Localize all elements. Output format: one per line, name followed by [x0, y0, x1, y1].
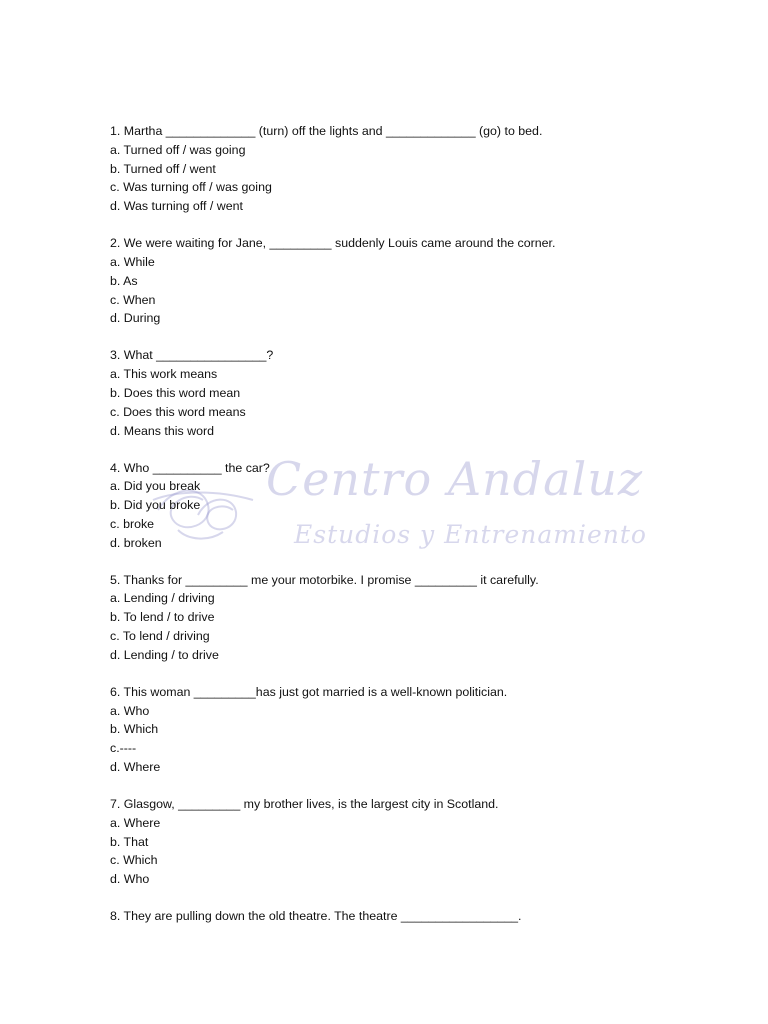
answer-option: b. That — [110, 834, 149, 849]
question-2 — [110, 234, 710, 328]
question-prompt: 6. This woman _________has just got married is a well-known politician. — [110, 684, 508, 699]
question-prompt: 8. They are pulling down the old theatre. The theatre _________________. — [110, 909, 522, 924]
answer-option: d. Means this word — [110, 423, 214, 438]
answer-option: d. During — [110, 311, 161, 326]
answer-option: b. As — [110, 273, 138, 288]
answer-option: a. Who — [110, 703, 150, 718]
answer-option: c. To lend / driving — [110, 629, 210, 644]
question-prompt: 7. Glasgow, _________ my brother lives, is the largest city in Scotland. — [110, 797, 499, 812]
answer-option: b. Does this word mean — [110, 385, 241, 400]
answer-option: b. Turned off / went — [110, 161, 216, 176]
question-4 — [110, 459, 710, 553]
question-3 — [110, 346, 710, 440]
answer-option: d. Where — [110, 760, 161, 775]
answer-option: c. When — [110, 292, 156, 307]
answer-option: a. While — [110, 254, 155, 269]
answer-option: b. Which — [110, 722, 159, 737]
answer-option: d. Lending / to drive — [110, 647, 219, 662]
question-6 — [110, 683, 710, 777]
answer-option: a. Lending / driving — [110, 591, 215, 606]
answer-option: d. broken — [110, 535, 162, 550]
answer-option: b. Did you broke — [110, 498, 201, 513]
answer-option: a. Did you break — [110, 479, 201, 494]
answer-option: a. This work means — [110, 367, 218, 382]
answer-option: c. Was turning off / was going — [110, 180, 272, 195]
answer-option: d. Who — [110, 872, 150, 887]
question-1 — [110, 122, 710, 216]
answer-option: b. To lend / to drive — [110, 610, 215, 625]
answer-option: d. Was turning off / went — [110, 199, 243, 214]
answer-option: c. Does this word means — [110, 404, 246, 419]
answer-option: c. Which — [110, 853, 158, 868]
answer-option: a. Turned off / was going — [110, 142, 246, 157]
question-prompt: 2. We were waiting for Jane, _________ suddenly Louis came around the corner. — [110, 236, 556, 251]
question-prompt: 5. Thanks for _________ me your motorbike. I promise _________ it carefully. — [110, 572, 539, 587]
question-prompt: 4. Who __________ the car? — [110, 460, 270, 475]
question-prompt: 3. What ________________? — [110, 348, 274, 363]
question-5 — [110, 571, 710, 665]
question-8 — [110, 907, 710, 926]
question-7 — [110, 795, 710, 889]
quiz — [110, 122, 710, 944]
question-prompt: 1. Martha _____________ (turn) off the lights and _____________ (go) to bed. — [110, 124, 543, 138]
answer-option: c. broke — [110, 516, 155, 531]
answer-option: c.---- — [110, 741, 137, 756]
answer-option: a. Where — [110, 815, 161, 830]
watermark-title: Centro Andaluz — [266, 452, 644, 506]
watermark-subtitle: Estudios y Entrenamiento — [294, 520, 647, 549]
